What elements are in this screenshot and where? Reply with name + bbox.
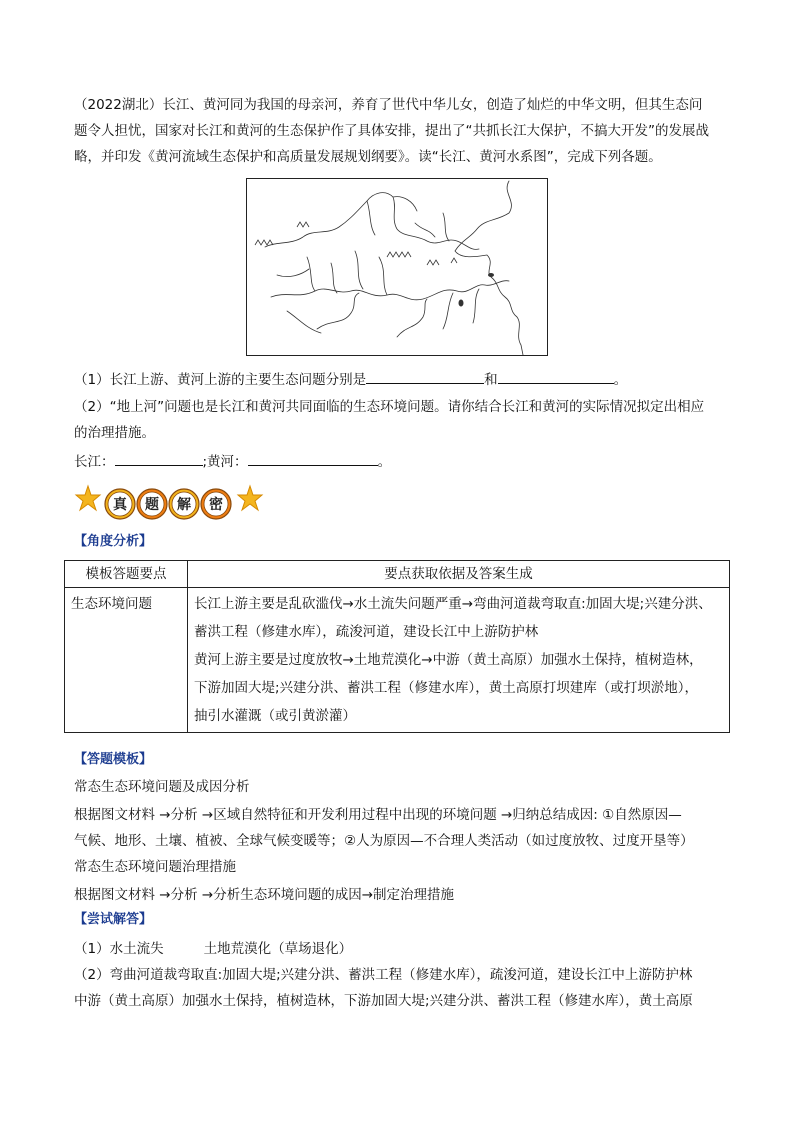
river-system-map bbox=[246, 178, 548, 356]
attempt-answer-2-line-1: （2）弯曲河道裁弯取直:加固大堤;兴建分洪、蓄洪工程（修建水库），疏浚河道，建设长江中上游防护林 bbox=[74, 967, 693, 983]
table-header-row bbox=[65, 561, 730, 588]
basis-line-3: 黄河上游主要是过度放牧→土地荒漠化→中游（黄土高原）加强水土保持，植树造林， bbox=[194, 652, 703, 668]
q1-end: 。 bbox=[613, 372, 628, 388]
star-icon bbox=[238, 486, 262, 510]
banner-char: 解 bbox=[177, 497, 191, 513]
attempt-answer-1 bbox=[74, 938, 734, 960]
q1-mid: 和 bbox=[484, 372, 498, 388]
question-1 bbox=[74, 368, 734, 391]
table-row bbox=[65, 588, 730, 733]
a1-first: （1）水土流失 bbox=[74, 941, 164, 957]
table-cell-point: 生态环境问题 bbox=[65, 588, 188, 733]
q2-blank-yellow-river[interactable] bbox=[248, 450, 378, 466]
q2-separator: ;黄河： bbox=[202, 454, 248, 470]
attempt-answer-heading: 【尝试解答】 bbox=[74, 912, 153, 927]
banner-char: 密 bbox=[209, 497, 223, 513]
intro-line-3: 略，并印发《黄河流域生态保护和高质量发展规划纲要》。读“长江、黄河水系图”，完成下列各题。 bbox=[74, 149, 662, 165]
banner-char-badge bbox=[137, 489, 167, 519]
star-icon bbox=[76, 486, 100, 510]
zhenti-jiemi-banner bbox=[74, 480, 264, 524]
template-line-4: 常态生态环境问题治理措施 bbox=[74, 859, 236, 875]
q1-blank-yangtze[interactable] bbox=[366, 368, 484, 384]
basis-line-5: 抽引水灌溉（或引黄淤灌） bbox=[194, 708, 356, 724]
question-2-line-2: 的治理措施。 bbox=[74, 425, 155, 441]
banner-char: 真 bbox=[113, 497, 127, 513]
template-line-5: 根据图文材料 →分析 →分析生态环境问题的成因→制定治理措施 bbox=[74, 887, 455, 903]
basis-line-1: 长江上游主要是乱砍滥伐→水土流失问题严重→弯曲河道裁弯取直:加固大堤;兴建分洪、 bbox=[194, 596, 712, 612]
q1-blank-yellow-river[interactable] bbox=[498, 368, 614, 384]
basis-line-2: 蓄洪工程（修建水库），疏浚河道，建设长江中上游防护林 bbox=[194, 624, 539, 640]
template-line-1: 常态生态环境问题及成因分析 bbox=[74, 779, 250, 795]
table-cell-basis bbox=[188, 588, 730, 733]
banner-char-badge bbox=[105, 489, 135, 519]
answer-template-heading: 【答题模板】 bbox=[74, 752, 153, 767]
q2-end: 。 bbox=[377, 454, 392, 470]
template-line-3: 气候、地形、土壤、植被、全球气候变暖等；②人为原因—不合理人类活动（如过度放牧、过度开垦等） bbox=[74, 833, 694, 849]
intro-line-1: （2022湖北）长江、黄河同为我国的母亲河，养育了世代中华儿女，创造了灿烂的中华文明，但其生态问 bbox=[74, 97, 703, 113]
river-map-drawing bbox=[247, 179, 547, 355]
a1-second: 土地荒漠化（草场退化） bbox=[203, 941, 353, 957]
banner-char-badge bbox=[169, 489, 199, 519]
q2-blank-yangtze[interactable] bbox=[115, 450, 203, 466]
basis-line-4: 下游加固大堤;兴建分洪、蓄洪工程（修建水库），黄土高原打坝建库（或打坝淤地）， bbox=[194, 680, 699, 696]
angle-analysis-table bbox=[64, 560, 730, 733]
question-2-line-1: （2）“地上河”问题也是长江和黄河共同面临的生态环境问题。请你结合长江和黄河的实际情况拟定出相应 bbox=[74, 399, 705, 415]
banner-char-badge bbox=[201, 489, 231, 519]
attempt-answer-2-line-2: 中游（黄土高原）加强水土保持，植树造林，下游加固大堤;兴建分洪、蓄洪工程（修建水库），黄土高原 bbox=[74, 993, 693, 1009]
q2-yangtze-label: 长江： bbox=[74, 454, 115, 470]
banner-char: 题 bbox=[145, 497, 159, 513]
q1-prefix: （1）长江上游、黄河上游的主要生态问题分别是 bbox=[74, 372, 367, 388]
angle-analysis-heading: 【角度分析】 bbox=[74, 534, 153, 549]
intro-line-2: 题令人担忧，国家对长江和黄河的生态保护作了具体安排，提出了“共抓长江大保护，不搞大开发”的发展战 bbox=[74, 123, 709, 139]
table-header-basis: 要点获取依据及答案生成 bbox=[188, 561, 730, 588]
template-line-2: 根据图文材料 →分析 →区域自然特征和开发利用过程中出现的环境问题 →归纳总结成因: ①自然原因— bbox=[74, 807, 682, 823]
question-2-answer-line bbox=[74, 450, 734, 473]
table-header-template-point: 模板答题要点 bbox=[65, 561, 188, 588]
